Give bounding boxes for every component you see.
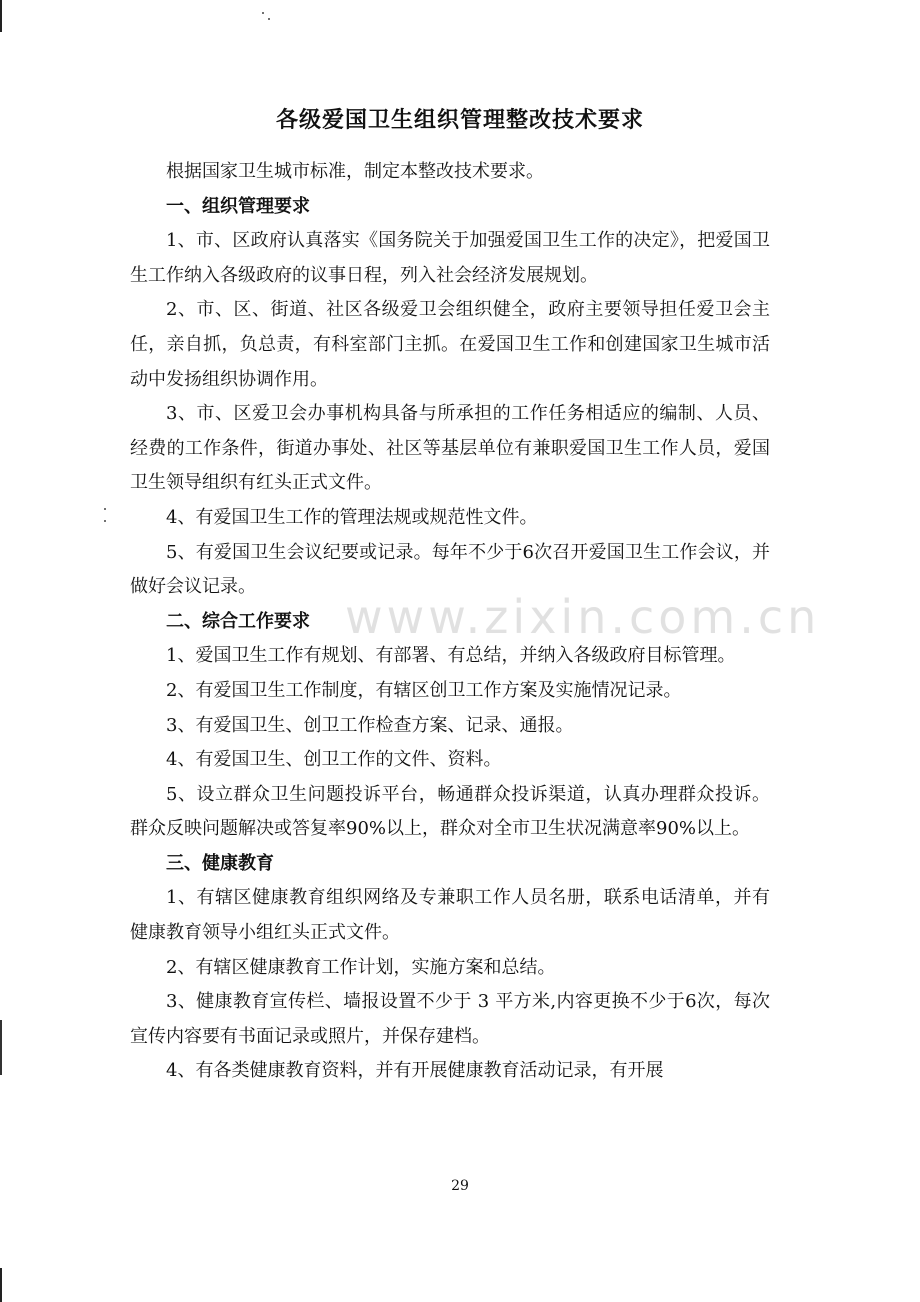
list-item: 1、爱国卫生工作有规划、有部署、有总结，并纳入各级政府目标管理。 [166, 645, 736, 667]
watermark: www.zixin.com.cn [345, 590, 821, 644]
list-item: 3、市、区爱卫会办事机构具备与所承担的工作任务相适应的编制、人员、经费的工作条件，街道办事处、社区等基层单位有兼职爱国卫生工作人员，爱国卫生领导组织有红头正式文件。 [130, 403, 770, 494]
list-item: 2、有爱国卫生工作制度，有辖区创卫工作方案及实施情况记录。 [166, 679, 682, 701]
scan-speck [104, 520, 106, 522]
section-heading-health-education: 三、健康教育 [166, 852, 274, 874]
scan-speck [104, 508, 106, 510]
scan-edge-artifact [0, 0, 2, 1302]
list-item: 4、有爱国卫生工作的管理法规或规范性文件。 [166, 506, 538, 528]
list-item: 3、有爱国卫生、创卫工作检查方案、记录、通报。 [166, 714, 574, 736]
list-item: 4、有爱国卫生、创卫工作的文件、资料。 [166, 749, 502, 771]
page-title: 各级爱国卫生组织管理整改技术要求 [275, 107, 644, 133]
page-number: 29 [451, 1178, 469, 1194]
section-heading-comprehensive: 二、综合工作要求 [166, 610, 310, 632]
scan-speck [262, 12, 264, 14]
document-body [130, 155, 770, 1089]
list-item: 4、有各类健康教育资料，并有开展健康教育活动记录，有开展 [166, 1060, 664, 1082]
scan-speck [268, 18, 270, 20]
list-item: 2、市、区、街道、社区各级爱卫会组织健全，政府主要领导担任爱卫会主任，亲自抓，负总责，有科室部门主抓。在爱国卫生工作和创建国家卫生城市活动中发扬组织协调作用。 [130, 299, 770, 390]
list-item: 5、有爱国卫生会议纪要或记录。每年不少于6次召开爱国卫生工作会议，并做好会议记录。 [130, 541, 770, 598]
list-item: 5、设立群众卫生问题投诉平台，畅通群众投诉渠道，认真办理群众投诉。群众反映问题解决或答复率90%以上，群众对全市卫生状况满意率90%以上。 [130, 783, 770, 840]
list-item: 1、市、区政府认真落实《国务院关于加强爱国卫生工作的决定》，把爱国卫生工作纳入各级政府的议事日程，列入社会经济发展规划。 [130, 230, 770, 286]
list-item: 1、有辖区健康教育组织网络及专兼职工作人员名册，联系电话清单，并有健康教育领导小组红头正式文件。 [130, 887, 770, 944]
list-item: 2、有辖区健康教育工作计划，实施方案和总结。 [166, 956, 556, 978]
section-heading-organization: 一、组织管理要求 [166, 195, 310, 217]
intro-paragraph: 根据国家卫生城市标准，制定本整改技术要求。 [166, 161, 544, 182]
list-item: 3、健康教育宣传栏、墙报设置不少于 3 平方米,内容更换不少于6次，每次宣传内容要有书面记录或照片，并保存建档。 [130, 991, 770, 1047]
